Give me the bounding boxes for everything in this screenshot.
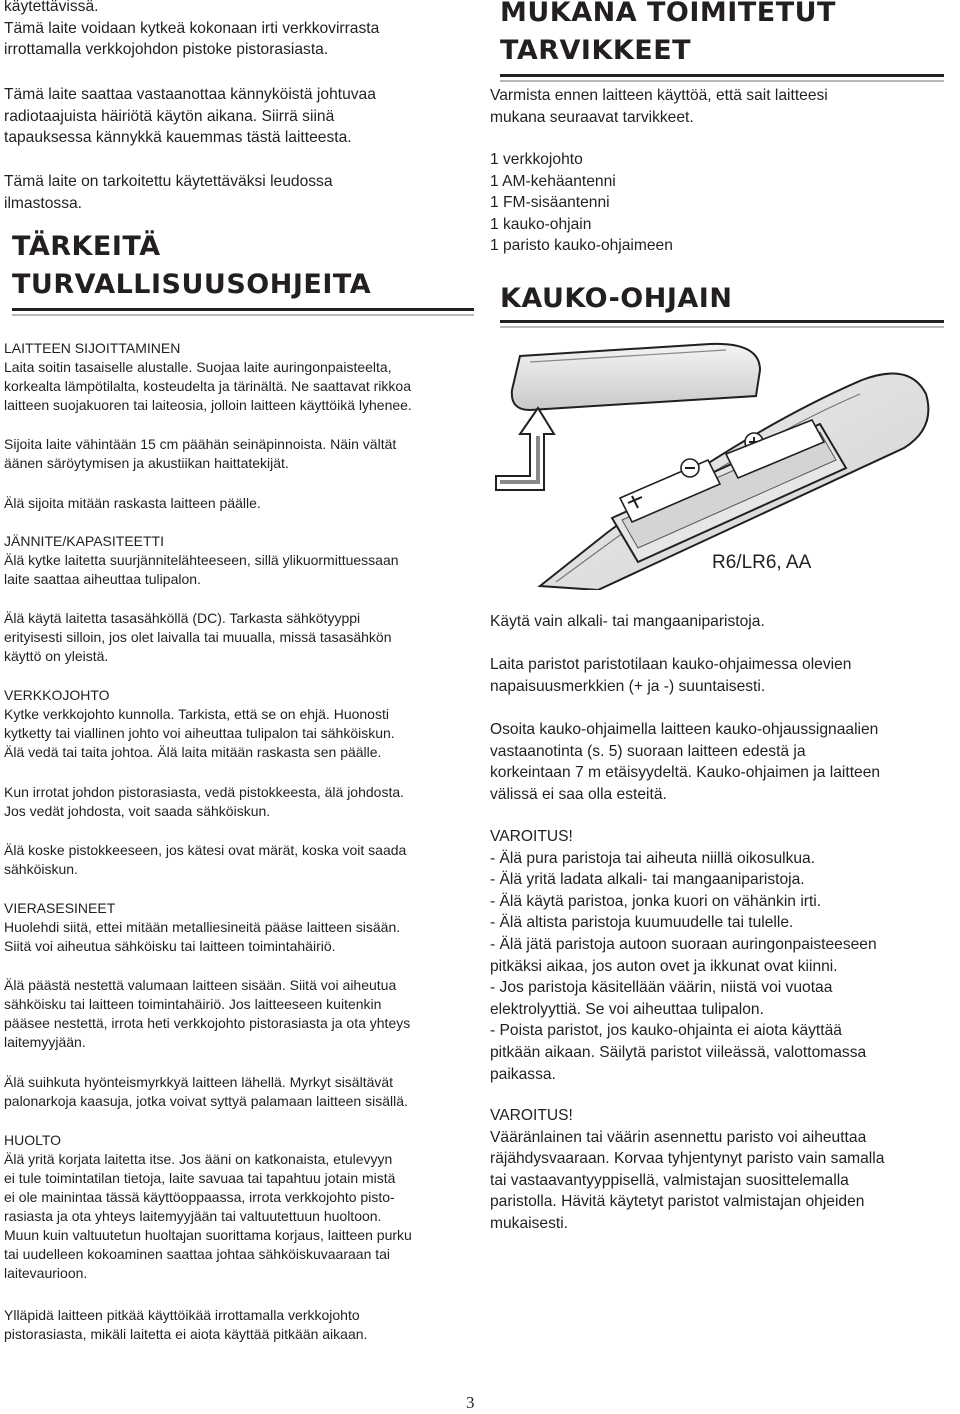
- dc-paragraph: Älä käytä laitetta tasasähköllä (DC). Tarkasta sähkötyyppi erityisesti silloin, jos olet laivalla tai muualla, missä tasasähkön käyttö on yleistä.: [4, 610, 392, 664]
- section-title: HUOLTO: [4, 1132, 62, 1148]
- remote-battery-illustration: [490, 336, 945, 590]
- battery-type-paragraph: Käytä vain alkali- tai mangaaniparistoja.: [490, 613, 765, 630]
- spray-paragraph: Älä suihkuta hyönteismyrkkyä laitteen lähellä. Myrkyt sisältävät palonarkoja kaasuja, jotka voivat syttyä palamaan laitteen sisällä.: [4, 1074, 408, 1109]
- list-item: 1 FM-sisäantenni: [490, 194, 610, 212]
- accessories-list: [490, 149, 945, 257]
- accessories-intro: Varmista ennen laitteen käyttöä, että sait laitteesi mukana seuraavat tarvikkeet.: [490, 87, 828, 126]
- wet-paragraph: Älä koske pistokkeeseen, jos kätesi ovat märät, koska voit saada sähköiskun.: [4, 842, 407, 877]
- aim-paragraph: Osoita kauko-ohjaimella laitteen kauko-ohjaussignaalien vastaanotinta (s. 5) suoraan laitteen edestä ja korkeintaan 7 m etäisyydeltä. Kauko-ohjaimen ja laitteen välissä ei saa olla esteitä.: [490, 721, 881, 803]
- placement-section: LAITTEEN SIJOITTAMINEN Laita soitin tasaiselle alustalle. Suojaa laite auringonpaisteelta, korkealta lämpötilalta, kosteudelta ja tärinältä. Ne saattavat rikkoa laitteen suojakuoren tai laiteosia, jolloin laitteen käyttöikä lyhenee.: [4, 340, 412, 413]
- list-item: 1 paristo kauko-ohjaimeen: [490, 237, 673, 255]
- heavy-paragraph: Älä sijoita mitään raskasta laitteen päälle.: [4, 495, 261, 511]
- climate-paragraph: Tämä laite on tarkoitettu käytettäväksi leudossa ilmastossa.: [4, 173, 333, 212]
- intro-paragraph: käytettävissä. Tämä laite voidaan kytkeä kokonaan irti verkkovirrasta irrottamalla verkkojohdon pistoke pistorasiasta.: [4, 0, 380, 59]
- cord-section: VERKKOJOHTO Kytke verkkojohto kunnolla. Tarkista, että se on ehjä. Huonosti kytketty tai viallinen johto voi aiheuttaa tulipalon tai sähköiskun. Älä vedä tai taita johtoa. Älä laita mitään raskasta sen päälle.: [4, 687, 395, 760]
- page-number: 3: [466, 1393, 475, 1412]
- battery-lid: [512, 344, 760, 410]
- voltage-section: JÄNNITE/KAPASITEETTI Älä kytke laitetta suurjännitelähteeseen, sillä ylikuormittuessaan laite saattaa aiheuttaa tulipalon.: [4, 533, 399, 587]
- list-item: 1 kauko-ohjain: [490, 215, 592, 233]
- insert-arrow-icon: [496, 408, 554, 490]
- list-item: 1 AM-kehäantenni: [490, 172, 616, 190]
- footer-paragraph: Ylläpidä laitteen pitkää käyttöikää irrottamalla verkkojohto pistorasiasta, mikäli laitetta ei aiota käyttää pitkään aikaan.: [4, 1307, 368, 1342]
- foreign-section: VIERASESINEET Huolehdi siitä, ettei mitään metalliesineitä pääse laitteen sisään. Siitä voi aiheutua sähköisku tai laitteen toimintahäiriö.: [4, 900, 401, 954]
- distance-paragraph: Sijoita laite vähintään 15 cm päähän seinäpinnoista. Näin vältät äänen säröytymisen ja akustiikan haittatekijät.: [4, 436, 397, 471]
- warning-1: VAROITUS! - Älä pura paristoja tai aiheuta niillä oikosulkua. - Älä yritä ladata alkali- tai mangaaniparistoja. - Älä käytä paristoa, jonka kuori on vähänkin irti. - Älä altista paristoja kuumuudelle tai tulelle. - Älä jätä paristoja autoon suoraan auringonpaisteeseen pitkäksi aikaa, jos auton ovet ja ikkunat ovat kiinni. - Jos paristoja käsitellään väärin, niistä voi vuotaa elektrolyyttiä. Se voi aiheuttaa tulipalon. - Poista paristot, jos kauko-ohjainta ei aiota käyttää pitkään aikaan. Säilytä paristot viileässä, valottomassa paikassa.: [490, 828, 877, 1083]
- phones-paragraph: Tämä laite saattaa vastaanottaa kännyköistä johtuvaa radiotaajuista häiriötä käytön aikana. Siirrä siinä tapauksessa kännykkä kauemmas tästä laitteesta.: [4, 86, 376, 147]
- battery-label: R6/LR6, AA: [712, 552, 812, 573]
- remote-heading: KAUKO-OHJAIN: [500, 280, 944, 323]
- warning-2: VAROITUS! Vääränlainen tai väärin asennettu paristo voi aiheuttaa räjähdysvaaraan. Korvaa tyhjentynyt paristo vain samalla tai vastaavantyyppisellä, valmistajan suosittelemalla paristolla. Hävitä käytetyt paristot valmistajan ohjeiden mukaisesti.: [490, 1107, 885, 1232]
- liquid-paragraph: Älä päästä nestettä valumaan laitteen sisään. Siitä voi aiheutua sähköisku tai laitteen toimintahäiriö. Jos laitteeseen kuitenkin pääsee nestettä, irrota heti verkkojohto pistorasiasta ja ota yhteys laitemyyjään.: [4, 977, 411, 1050]
- section-title: JÄNNITE/KAPASITEETTI: [4, 533, 164, 549]
- service-section: HUOLTO Älä yritä korjata laitetta itse. Jos ääni on katkonaista, etulevyyn ei tule toimintatilan tietoja, laite savuaa tai tapahtuu jotain mistä ei ole mainintaa tässä käyttöoppaassa, irrota verkkojohto pisto- rasiasta ja ota yhteys laitemyyjään tai valtuutettuun huoltoon. Muun kuin valtuutetun huoltajan suorittama korjaus, laitteen purku tai uudelleen kokoaminen saattaa johtaa sähköiskuvaaraan tai laitevaurioon.: [4, 1132, 412, 1281]
- warning-title: VAROITUS!: [490, 828, 573, 845]
- list-item: 1 verkkojohto: [490, 151, 583, 168]
- section-title: VIERASESINEET: [4, 900, 116, 916]
- accessories-heading: MUKANA TOIMITETUT TARVIKKEET: [500, 0, 944, 77]
- section-title: VERKKOJOHTO: [4, 687, 110, 703]
- unplug-paragraph: Kun irrotat johdon pistorasiasta, vedä pistokkeesta, älä johdosta. Jos vedät johdosta, voit saada sähköiskun.: [4, 784, 405, 819]
- warning-title: VAROITUS!: [490, 1107, 573, 1124]
- section-title: LAITTEEN SIJOITTAMINEN: [4, 340, 181, 356]
- safety-heading: TÄRKEITÄ TURVALLISUUSOHJEITA: [12, 228, 474, 311]
- polarity-paragraph: Laita paristot paristotilaan kauko-ohjaimessa olevien napaisuusmerkkien (+ ja -) suuntaisesti.: [490, 656, 852, 695]
